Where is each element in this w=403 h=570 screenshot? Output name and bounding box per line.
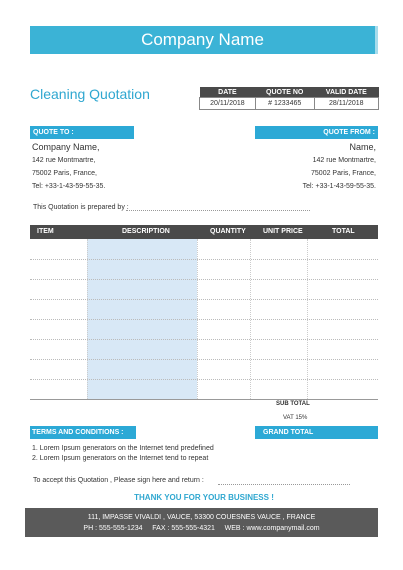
meta-header-date: DATE bbox=[200, 87, 256, 98]
quote-to-line: Tel: +33-1-43-59-55-35. bbox=[32, 183, 106, 190]
table-row[interactable] bbox=[30, 259, 378, 260]
header-quantity: QUANTITY bbox=[210, 228, 246, 235]
terms-item: 2. Lorem Ipsum generators on the Internet tend to repeat bbox=[32, 455, 209, 462]
accept-label: To accept this Quotation , Please sign here and return : bbox=[33, 477, 204, 484]
meta-date: 20/11/2018 bbox=[200, 98, 256, 110]
header-total: TOTAL bbox=[332, 228, 355, 235]
sub-total-label: SUB TOTAL bbox=[276, 401, 310, 407]
table-row[interactable] bbox=[30, 379, 378, 380]
quote-from-name: Name, bbox=[349, 142, 376, 152]
items-table-header bbox=[30, 225, 378, 239]
signature-field[interactable] bbox=[218, 484, 350, 485]
prepared-by-field[interactable] bbox=[126, 210, 310, 211]
terms-heading: TERMS AND CONDITIONS : bbox=[30, 426, 136, 439]
footer bbox=[25, 508, 378, 537]
quote-to-line: 75002 Paris, France, bbox=[32, 170, 97, 177]
table-row[interactable] bbox=[30, 359, 378, 360]
quote-from-line: 142 rue Montmartre, bbox=[312, 157, 376, 164]
quote-from-line: Tel: +33-1-43-59-55-35. bbox=[302, 183, 376, 190]
quote-from-line: 75002 Paris, France, bbox=[311, 170, 376, 177]
thank-you-message: THANK YOU FOR YOUR BUSINESS ! bbox=[134, 493, 274, 502]
meta-value-row bbox=[200, 98, 379, 110]
header-description: DESCRIPTION bbox=[122, 228, 170, 235]
table-row[interactable] bbox=[30, 339, 378, 340]
quote-meta-table bbox=[199, 87, 379, 110]
meta-quote-no: # 1233465 bbox=[255, 98, 314, 110]
quote-to-line: 142 rue Montmartre, bbox=[32, 157, 96, 164]
quote-to-address bbox=[32, 140, 105, 193]
prepared-by-label: This Quotation is prepared by : bbox=[33, 204, 129, 211]
header-item: ITEM bbox=[37, 228, 54, 235]
terms-item: 1. Lorem Ipsum generators on the Internet tend predefined bbox=[32, 445, 214, 452]
company-name: Company Name bbox=[141, 30, 264, 49]
quote-to-name: Company Name, bbox=[32, 142, 100, 152]
meta-header-quote-no: QUOTE NO bbox=[255, 87, 314, 98]
header-unit-price: UNIT PRICE bbox=[263, 228, 303, 235]
footer-contact: PH : 555-555-1234 FAX : 555-555-4321 WEB : www.companymail.com bbox=[83, 525, 320, 532]
company-banner bbox=[30, 26, 378, 54]
footer-address: 111, IMPASSE VIVALDI , VAUCE, 53300 COUESNES VAUCE , FRANCE bbox=[87, 514, 316, 521]
table-row[interactable] bbox=[30, 279, 378, 280]
meta-header-valid-date: VALID DATE bbox=[314, 87, 378, 98]
terms-list bbox=[32, 444, 214, 464]
table-bottom-line bbox=[30, 399, 378, 400]
quote-from-heading: QUOTE FROM : bbox=[255, 126, 378, 139]
table-row[interactable] bbox=[30, 319, 378, 320]
document-title: Cleaning Quotation bbox=[30, 86, 150, 102]
meta-header-row bbox=[200, 87, 379, 98]
quote-from-address bbox=[303, 140, 376, 193]
grand-total-label: GRAND TOTAL bbox=[255, 426, 378, 439]
vat-label: VAT 15% bbox=[283, 415, 308, 421]
table-row[interactable] bbox=[30, 299, 378, 300]
quote-to-heading: QUOTE TO : bbox=[30, 126, 134, 139]
meta-valid-date: 28/11/2018 bbox=[314, 98, 378, 110]
